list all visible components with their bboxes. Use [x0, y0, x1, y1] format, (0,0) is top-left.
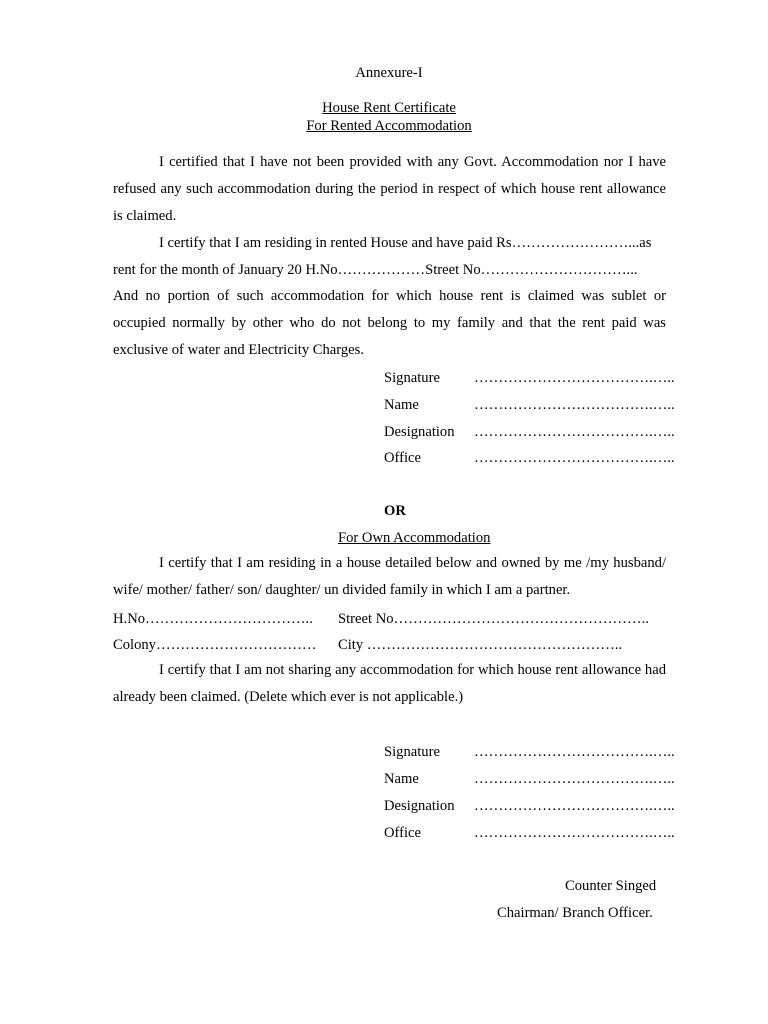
rent-paid-line: I certify that I am residing in rented House and have paid Rs……………………...as: [159, 235, 652, 251]
signature-label: Signature: [384, 370, 440, 386]
rent-month-address-line: rent for the month of January 20 H.No………………Street No…………………………...: [113, 262, 638, 278]
name-label: Name: [384, 397, 419, 413]
rented-declaration-paragraph: I certified that I have not been provided with any Govt. Accommodation nor I have refused any such accommodation during the period in respect of which house rent allowance is claimed.: [113, 154, 666, 224]
sublet-declaration-paragraph: And no portion of such accommodation for which house rent is claimed was sublet or occupied normally by other who do not belong to my family and that the rent paid was exclusive of water and Electricity Charges.: [113, 288, 666, 358]
signature-field: ……………………………….…..: [474, 370, 675, 386]
own-declaration-paragraph: I certify that I am residing in a house detailed below and owned by me /my husband/ wife/ mother/ father/ son/ daughter/ un divided family in which I am a partner.: [113, 555, 666, 598]
office-label: Office: [384, 450, 422, 466]
annexure-heading: Annexure-I: [355, 65, 423, 81]
name-field: ……………………………….…..: [474, 771, 675, 787]
own-city-field: City ……………………………………………..: [338, 637, 623, 653]
designation-field: ……………………………….…..: [474, 424, 675, 440]
office-label: Office: [384, 825, 422, 841]
chairman-branch-officer-label: Chairman/ Branch Officer.: [497, 905, 653, 921]
signature-label: Signature: [384, 744, 440, 760]
office-field: ……………………………….…..: [474, 450, 675, 466]
signature-field: ……………………………….…..: [474, 744, 675, 760]
name-label: Name: [384, 771, 419, 787]
or-separator: OR: [384, 503, 406, 519]
designation-field: ……………………………….…..: [474, 798, 675, 814]
own-street-field: Street No……………………………………………..: [338, 611, 649, 627]
own-accommodation-title: For Own Accommodation: [338, 530, 491, 546]
own-house-number-field: H.No……………………………..: [113, 611, 313, 627]
rented-accommodation-title: For Rented Accommodation: [306, 118, 472, 134]
name-field: ……………………………….…..: [474, 397, 675, 413]
certificate-title: House Rent Certificate: [322, 100, 456, 116]
not-sharing-paragraph: I certify that I am not sharing any accommodation for which house rent allowance had already been claimed. (Delete which ever is not applicable.): [113, 662, 666, 705]
designation-label: Designation: [384, 424, 455, 440]
designation-label: Designation: [384, 798, 455, 814]
counter-signed-label: Counter Singed: [565, 878, 657, 894]
own-colony-field: Colony……………………………: [113, 637, 317, 653]
office-field: ……………………………….…..: [474, 825, 675, 841]
